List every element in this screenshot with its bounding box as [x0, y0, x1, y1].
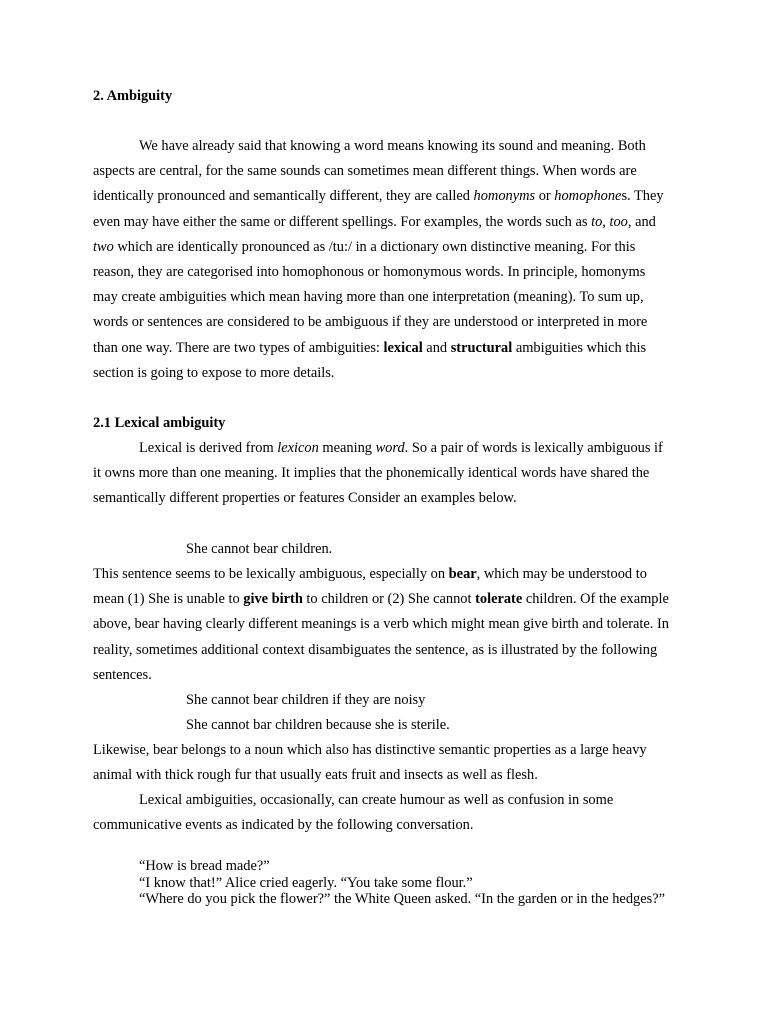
text-run: , — [602, 213, 610, 230]
term-homophones: homophone — [554, 188, 622, 205]
text-run: This sentence seems to be lexically ambiguous, especially on — [93, 566, 449, 582]
text-run: ambiguities which this section is going to expose to more details. — [93, 339, 647, 381]
dialogue-quote — [139, 858, 674, 908]
text-run: s. They even may have either the same or different spellings. For examples, the words such as — [93, 188, 664, 230]
subsection-paragraph-1 — [93, 436, 673, 512]
example-sentence-1: She cannot bear children. — [186, 541, 333, 557]
term-bear: bear — [448, 566, 477, 582]
example-sentence-2: She cannot bear children if they are noisy — [186, 692, 426, 708]
text-run: children. Of the example above, bear having clearly different meanings is a verb which might mean give birth and tolerate. In reality, sometimes additional context disambiguates the sentence, as is illustrated by the following sentences. — [93, 591, 669, 683]
text-run: , and — [627, 213, 656, 230]
dialogue-line: “Where do you pick the flower?” the White Queen asked. “In the garden or in the hedges?” — [139, 891, 665, 907]
example-sentence-3: She cannot bar children because she is sterile. — [186, 717, 450, 733]
term-lexicon: lexicon — [277, 440, 319, 456]
text-run: and — [422, 339, 451, 356]
term-give-birth: give birth — [243, 591, 303, 608]
text-run: or — [535, 188, 555, 205]
term-lexical: lexical — [383, 339, 423, 356]
term-homonyms: homonyms — [473, 188, 536, 205]
text-run: , which may be understood to mean (1) She is unable to — [93, 566, 647, 608]
text-run: . So a pair of words is lexically ambiguous if it owns more than one meaning. It implies that the phonemically identical words have shared the semantically different properties or features Consider an examples below. — [93, 440, 663, 507]
text-run: which are identically pronounced as /tu:/ in a dictionary own distinctive meaning. For this reason, they are categorised into homophonous or homonymous words. In principle, homonyms may create ambiguities which mean having more than one interpretation (meaning). To sum up, words or sentences are considered to be ambiguous if they are understood or interpreted in more than one way. There are two types of ambiguities: — [93, 238, 648, 356]
term-word: word — [375, 440, 405, 456]
term-to: to — [591, 213, 603, 230]
section-paragraph-1 — [93, 134, 673, 386]
dialogue-line: “How is bread made?” — [139, 858, 270, 874]
term-too: too — [609, 213, 628, 230]
subsection-paragraph-3: Likewise, bear belongs to a noun which also has distinctive semantic properties as a large heavy animal with thick rough fur that usually eats fruit and insects as well as flesh. — [93, 742, 647, 784]
term-tolerate: tolerate — [475, 591, 523, 608]
term-two: two — [93, 238, 114, 255]
term-structural: structural — [450, 339, 513, 356]
text-run: meaning — [318, 440, 376, 456]
subsection-heading: 2.1 Lexical ambiguity — [93, 415, 226, 431]
section-heading: 2. Ambiguity — [93, 88, 173, 104]
text-run: We have already said that knowing a word means knowing its sound and meaning. Both aspects are central, for the same sounds can sometimes mean different things. When words are identically pronounced and semantically different, they are called — [93, 138, 646, 205]
subsection-paragraph-2 — [93, 562, 673, 688]
text-run: Lexical is derived from — [139, 440, 278, 456]
text-run: to children or (2) She cannot — [302, 591, 476, 608]
dialogue-line: “I know that!” Alice cried eagerly. “You take some flour.” — [139, 874, 473, 891]
subsection-paragraph-4: Lexical ambiguities, occasionally, can create humour as well as confusion in some communicative events as indicated by the following conversation. — [93, 792, 614, 834]
